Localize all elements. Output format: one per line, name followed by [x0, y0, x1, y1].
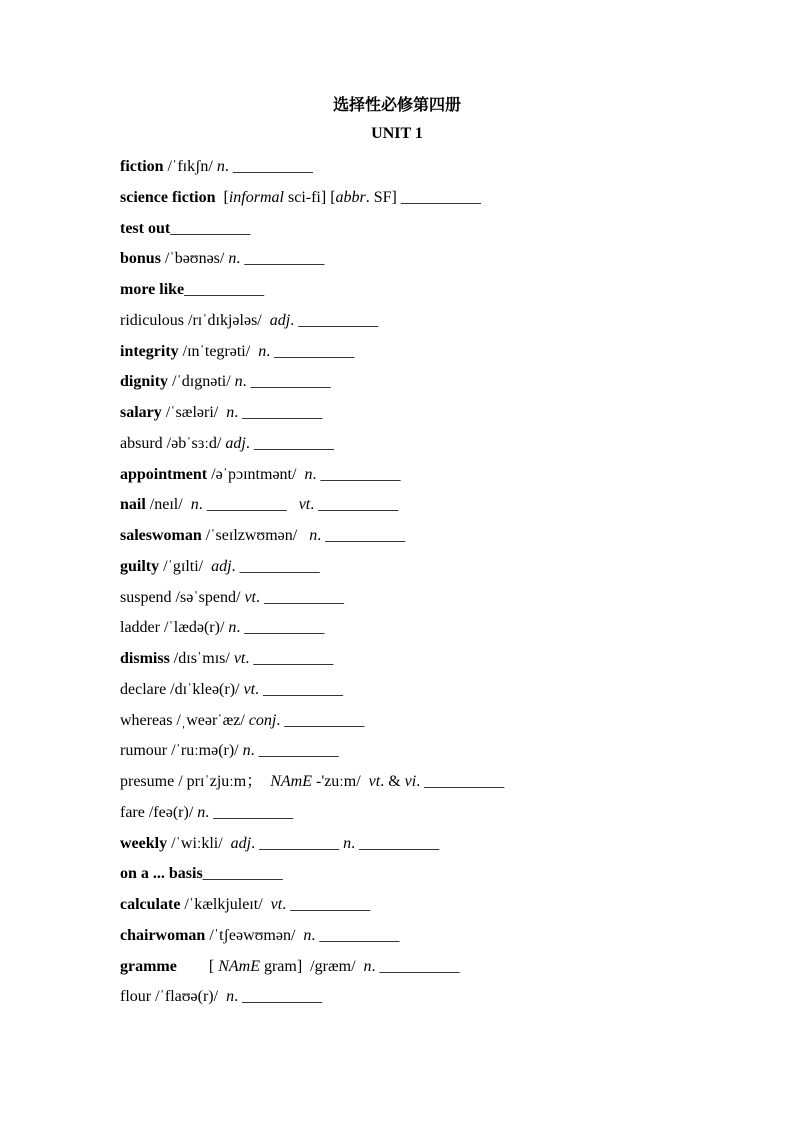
vocab-entry-bonus [120, 244, 760, 275]
vocab-entry-test-out [120, 214, 760, 245]
vocab-text: sci-fi] [ [283, 188, 336, 206]
vocab-text: . __________ [371, 957, 460, 975]
vocab-text: ridiculous /rɪˈdɪkjələs/ [120, 311, 270, 329]
part-of-speech: vt [243, 680, 256, 698]
part-of-speech: n [304, 465, 313, 483]
vocab-text: . __________ [250, 742, 339, 760]
vocab-headword: nail [120, 496, 146, 514]
part-of-speech: vt [233, 650, 246, 667]
part-of-speech: n [242, 742, 251, 760]
part-of-speech: n [303, 926, 312, 944]
document-title: 选择性必修第四册 [332, 95, 461, 114]
vocab-text: . __________ [245, 650, 334, 667]
part-of-speech: n [190, 496, 199, 514]
vocab-entry-integrity [120, 337, 760, 368]
vocab-entry-ladder [120, 613, 760, 644]
vocab-text: . __________ [317, 527, 406, 544]
part-of-speech: n [234, 373, 243, 391]
vocab-text: . __________ [231, 557, 320, 575]
vocab-text: [ [176, 957, 219, 975]
vocab-text: /ˈtʃeəwʊmən/ [205, 926, 304, 944]
part-of-speech: n [226, 988, 235, 1006]
vocab-entry-ridiculous [120, 306, 760, 337]
vocab-text: . __________ [311, 926, 400, 944]
part-of-speech: informal [228, 188, 284, 206]
vocab-entry-rumour [120, 736, 760, 767]
vocab-headword: dismiss [120, 650, 170, 667]
vocab-entry-guilty [120, 552, 760, 583]
vocab-text: [ [215, 188, 229, 206]
vocab-text: /ˈseɪlzwʊmən/ [201, 527, 310, 544]
vocab-headword: dignity [120, 373, 169, 391]
vocab-headword: bonus [120, 250, 161, 268]
vocab-headword: salary [120, 404, 162, 421]
vocab-entry-gramme [120, 952, 760, 983]
vocab-headword: chairwoman [120, 926, 206, 944]
part-of-speech: vt [368, 773, 381, 790]
part-of-speech: n [228, 619, 237, 637]
vocab-headword: more like [120, 281, 185, 298]
vocab-entry-calculate [120, 890, 760, 921]
part-of-speech: n [216, 158, 225, 175]
vocab-text: -'zuːm/ [311, 773, 369, 790]
vocab-text: whereas /ˌweərˈæz/ [120, 711, 249, 729]
vocab-entry-whereas [120, 706, 760, 737]
vocab-headword: weekly [120, 834, 168, 852]
unit-heading: UNIT 1 [371, 125, 423, 142]
vocab-text: . __________ [255, 588, 344, 606]
vocab-text: /ˈsæləri/ [161, 404, 227, 421]
part-of-speech: NAmE [270, 773, 312, 790]
vocab-headword: gramme [120, 957, 177, 975]
vocab-text: . __________ [416, 773, 505, 790]
part-of-speech: n [197, 803, 206, 821]
part-of-speech: conj [248, 711, 277, 729]
vocab-text: . & [380, 773, 405, 790]
vocab-text: . __________ [236, 250, 325, 268]
vocab-headword: saleswoman [120, 527, 202, 544]
vocab-entry-fiction [120, 152, 760, 183]
vocab-text: /ˈbəʊnəs/ [160, 250, 229, 268]
vocab-headword: calculate [120, 896, 181, 913]
vocab-text: . __________ [276, 711, 365, 729]
vocab-headword: integrity [120, 342, 179, 360]
vocab-entry-absurd [120, 429, 760, 460]
part-of-speech: adj [230, 834, 252, 852]
vocab-text: . __________ [255, 680, 344, 698]
vocab-text: . __________ [351, 834, 440, 852]
vocab-text: flour /ˈflaʊə(r)/ [120, 988, 227, 1006]
vocab-text: /əˈpɔɪntmənt/ [207, 465, 305, 483]
vocab-text: . __________ [251, 834, 344, 852]
vocab-text: /ˈgɪlti/ [159, 557, 212, 575]
vocab-entry-presume [120, 767, 760, 798]
vocab-text: declare /dɪˈkleə(r)/ [120, 680, 244, 698]
vocab-text: . __________ [234, 404, 323, 421]
part-of-speech: adj [269, 311, 291, 329]
vocab-entry-weekly [120, 829, 760, 860]
part-of-speech: n [309, 527, 318, 544]
vocab-entry-salary [120, 398, 760, 429]
vocab-text: /dɪsˈmɪs/ [169, 650, 234, 667]
part-of-speech: vi [404, 773, 417, 790]
vocab-text: . __________ [266, 342, 355, 360]
part-of-speech: n [226, 404, 235, 421]
vocab-text: presume / prɪˈzjuːm； [120, 773, 271, 790]
vocab-text: . __________ [290, 311, 379, 329]
vocab-headword: test out [120, 219, 171, 237]
part-of-speech: adj [211, 557, 232, 575]
vocab-entry-declare [120, 675, 760, 706]
vocab-text: . SF] __________ [365, 188, 481, 206]
vocab-text: . __________ [242, 373, 331, 391]
vocab-text: fare /feə(r)/ [120, 803, 198, 821]
part-of-speech: n [258, 342, 267, 360]
vocab-entry-nail [120, 490, 760, 521]
vocab-entry-dismiss [120, 644, 760, 675]
vocab-text: __________ [170, 219, 251, 237]
vocab-entry-more-like [120, 275, 760, 306]
vocab-text: . __________ [198, 496, 299, 514]
vocab-text: /ˈkælkjuleɪt/ [180, 896, 271, 913]
vocab-entry-suspend [120, 583, 760, 614]
vocab-text: __________ [184, 281, 265, 298]
vocab-text: . __________ [312, 465, 401, 483]
vocab-entry-appointment [120, 460, 760, 491]
vocab-text: /ˈdɪgnəti/ [168, 373, 235, 391]
vocab-text: ladder /ˈlædə(r)/ [120, 619, 229, 637]
vocab-text: absurd /əbˈsɜːd/ [120, 434, 226, 452]
vocab-entry-science-fiction [120, 183, 760, 214]
vocab-text: . __________ [236, 619, 325, 637]
vocab-text: . __________ [234, 988, 323, 1006]
vocab-text: . __________ [310, 496, 399, 514]
vocab-text: . __________ [282, 896, 371, 913]
vocab-text: /neɪl/ [145, 496, 191, 514]
vocabulary-list [120, 152, 760, 1013]
vocab-text: /ɪnˈtegrəti/ [178, 342, 259, 360]
vocab-headword: on a ... basis [120, 865, 203, 883]
vocab-entry-flour [120, 982, 760, 1013]
part-of-speech: adj [225, 434, 246, 452]
vocab-entry-chairwoman [120, 921, 760, 952]
vocab-entry-fare [120, 798, 760, 829]
vocab-headword: guilty [120, 557, 160, 575]
part-of-speech: n [363, 957, 372, 975]
vocab-text: . __________ [205, 803, 294, 821]
part-of-speech: n [228, 250, 237, 268]
vocab-text: /ˈfɪkʃn/ [163, 158, 217, 175]
vocab-entry-saleswoman [120, 521, 760, 552]
part-of-speech: vt [298, 496, 311, 514]
vocab-text: . __________ [245, 434, 334, 452]
part-of-speech: abbr [335, 188, 366, 206]
part-of-speech: vt [270, 896, 283, 913]
part-of-speech: vt [244, 588, 256, 606]
part-of-speech: NAmE [218, 957, 260, 975]
vocab-text: rumour /ˈruːmə(r)/ [120, 742, 243, 760]
vocab-text: . __________ [224, 158, 313, 175]
vocab-entry-on-a-basis [120, 859, 760, 890]
vocab-headword: appointment [120, 465, 208, 483]
vocab-text: suspend /səˈspend/ [120, 588, 245, 606]
vocab-text: __________ [202, 865, 283, 883]
vocab-text: gram] /græm/ [259, 957, 364, 975]
vocab-headword: fiction [120, 158, 164, 175]
vocab-text: /ˈwiːkli/ [167, 834, 231, 852]
part-of-speech: n [343, 834, 352, 852]
vocab-entry-dignity [120, 367, 760, 398]
vocab-headword: science fiction [120, 188, 216, 206]
